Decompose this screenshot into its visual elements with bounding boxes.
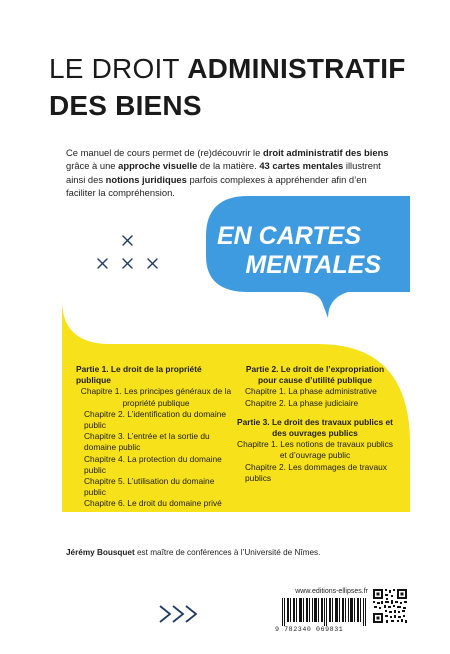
author-note [66,548,320,557]
chapter-item: Chapitre 1. Les principes généraux de la propriété publique [80,386,232,408]
chapter-item: Chapitre 1. Les notions de travaux publics et d’ouvrage public [237,439,393,461]
badge-line1: EN CARTES [217,222,362,250]
toc-part [237,417,393,484]
isbn-number: 9 782340 069831 [275,626,344,633]
toc-left-column [76,364,236,518]
intro-text: parfois complexes à appréhender afin d’en faciliter la compréhension. [66,173,367,199]
chapter-item: Chapitre 2. La phase judiciaire [245,397,359,408]
intro-paragraph [66,146,396,200]
badge-line2: MENTALES [245,251,381,279]
chapter-item: Chapitre 6. Le droit du domaine privé [84,498,222,509]
chapter-item: Chapitre 2. Les dommages de travaux publics [245,461,387,483]
cross-icon [123,259,132,268]
cross-icon [98,259,107,268]
cross-icon [148,259,157,268]
barcode [282,598,368,626]
intro-text: Ce manuel de cours permet de (re)découvrir le [66,147,263,158]
book-title [49,50,429,124]
chapter-item: Chapitre 5. L’utilisation du domaine public [84,476,215,498]
toc-part [237,364,393,409]
qr-code [372,588,408,624]
part-title: Partie 3. Le droit des travaux publics et des ouvrages publics [237,416,393,439]
title-bold: ADMINISTRATIF [187,53,406,84]
publisher-url[interactable]: www.editions-ellipses.fr [295,588,368,595]
intro-emphasis: approche visuelle [118,160,198,172]
cartes-mentales-badge [213,222,403,280]
intro-emphasis: notions juridiques [105,173,187,185]
cross-icon [123,236,132,245]
intro-text: de la matière. [197,160,260,172]
author-name: Jérémy Bousquet [66,548,135,557]
intro-emphasis: 43 cartes mentales [259,160,344,172]
title-line2: DES BIENS [49,90,202,121]
intro-text: grâce à une [66,160,119,172]
chapter-item: Chapitre 2. L’identification du domaine public [84,408,227,431]
toc-part [76,364,236,510]
chapter-item: Chapitre 3. L’entrée et la sortie du domaine public [84,431,210,453]
title-light: LE DROIT [49,53,188,84]
chapter-item: Chapitre 4. La protection du domaine public [84,453,222,475]
intro-emphasis: droit administratif des biens [262,147,389,158]
part-title: Partie 1. Le droit de la propriété publique [76,364,202,386]
chapter-item: Chapitre 1. La phase administrative [245,386,377,397]
intro-text: illustrent ainsi des [66,160,381,185]
toc-right-column [237,364,393,492]
part-title: Partie 2. Le droit de l’expropriation pour cause d’utilité publique [245,364,385,386]
chevron-right-icon [158,604,204,624]
author-bio: est maître de conférences à l’Université de Nîmes. [134,548,321,557]
